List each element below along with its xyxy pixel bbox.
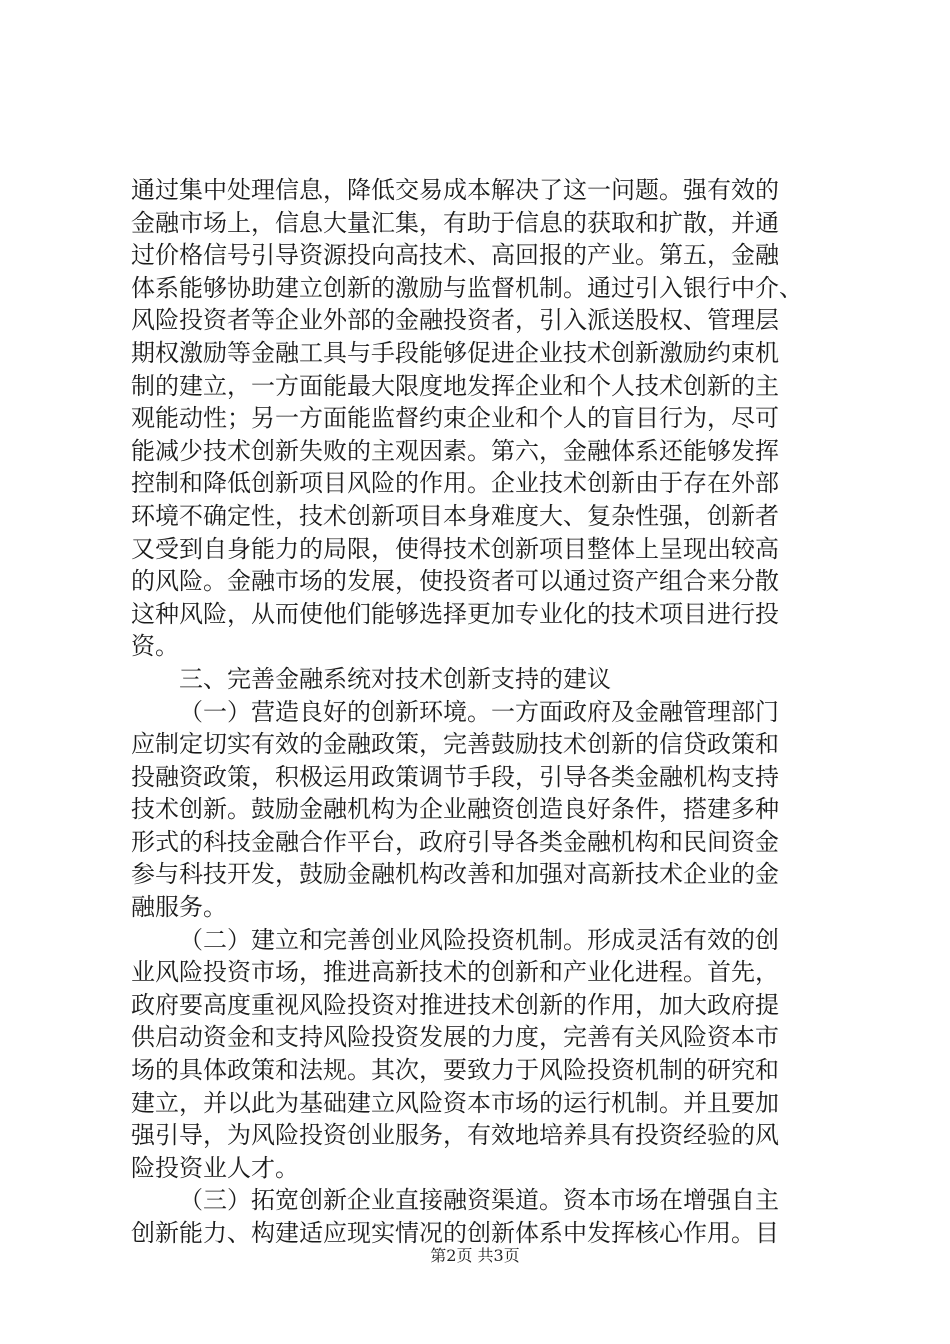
paragraph-start-line: （二）建立和完善创业风险投资机制。形成灵活有效的创 bbox=[179, 925, 779, 954]
body-text bbox=[131, 174, 831, 1250]
text-line: 技术创新。鼓励金融机构为企业融资创造良好条件，搭建多种 bbox=[131, 795, 779, 824]
text-line: 这种风险，从而使他们能够选择更加专业化的技术项目进行投 bbox=[131, 599, 779, 628]
text-line: 强引导，为风险投资创业服务，有效地培养具有投资经验的风 bbox=[131, 1121, 779, 1150]
text-line: 金融市场上，信息大量汇集，有助于信息的获取和扩散，并通 bbox=[131, 208, 779, 237]
text-line: 资。 bbox=[131, 632, 179, 661]
text-line: 险投资业人才。 bbox=[131, 1153, 299, 1182]
text-line: 应制定切实有效的金融政策，完善鼓励技术创新的信贷政策和 bbox=[131, 730, 779, 759]
text-line: 期权激励等金融工具与手段能够促进企业技术创新激励约束机 bbox=[131, 338, 779, 367]
text-line: 体系能够协助建立创新的激励与监督机制。通过引入银行中介、 bbox=[131, 273, 803, 302]
text-line: 政府要高度重视风险投资对推进技术创新的作用，加大政府提 bbox=[131, 990, 779, 1019]
text-line: 观能动性；另一方面能监督约束企业和个人的盲目行为，尽可 bbox=[131, 404, 779, 433]
text-line: 控制和降低创新项目风险的作用。企业技术创新由于存在外部 bbox=[131, 469, 779, 498]
text-line: 融服务。 bbox=[131, 893, 227, 922]
text-line: 环境不确定性，技术创新项目本身难度大、复杂性强，创新者 bbox=[131, 501, 779, 530]
text-line: 投融资政策，积极运用政策调节手段，引导各类金融机构支持 bbox=[131, 762, 779, 791]
text-line: 制的建立，一方面能最大限度地发挥企业和个人技术创新的主 bbox=[131, 371, 779, 400]
text-line: 场的具体政策和法规。其次，要致力于风险投资机制的研究和 bbox=[131, 1056, 779, 1085]
text-line: 创新能力、构建适应现实情况的创新体系中发挥核心作用。目 bbox=[131, 1219, 779, 1247]
text-line: 又受到自身能力的局限，使得技术创新项目整体上呈现出较高 bbox=[131, 534, 779, 563]
paragraph-start-line: （三）拓宽创新企业直接融资渠道。资本市场在增强自主 bbox=[179, 1186, 779, 1215]
text-line: 风险投资者等企业外部的金融投资者，引入派送股权、管理层 bbox=[131, 306, 779, 335]
text-line: 建立，并以此为基础建立风险资本市场的运行机制。并且要加 bbox=[131, 1088, 779, 1117]
text-line: 形式的科技金融合作平台，政府引导各类金融机构和民间资金 bbox=[131, 827, 779, 856]
text-line: 参与科技开发，鼓励金融机构改善和加强对高新技术企业的金 bbox=[131, 860, 779, 889]
text-line: 过价格信号引导资源投向高技术、高回报的产业。第五，金融 bbox=[131, 241, 779, 270]
section-heading: 三、完善金融系统对技术创新支持的建议 bbox=[179, 664, 611, 693]
text-line: 业风险投资市场，推进高新技术的创新和产业化进程。首先， bbox=[131, 958, 779, 987]
text-line: 能减少技术创新失败的主观因素。第六，金融体系还能够发挥 bbox=[131, 436, 779, 465]
page-number-label: 第2页 共3页 bbox=[430, 1246, 520, 1265]
text-line: 供启动资金和支持风险投资发展的力度，完善有关风险资本市 bbox=[131, 1023, 779, 1052]
paragraph-start-line: （一）营造良好的创新环境。一方面政府及金融管理部门 bbox=[179, 697, 779, 726]
page-footer bbox=[0, 1246, 950, 1266]
text-line: 的风险。金融市场的发展，使投资者可以通过资产组合来分散 bbox=[131, 567, 779, 596]
text-line: 通过集中处理信息，降低交易成本解决了这一问题。强有效的 bbox=[131, 176, 779, 204]
